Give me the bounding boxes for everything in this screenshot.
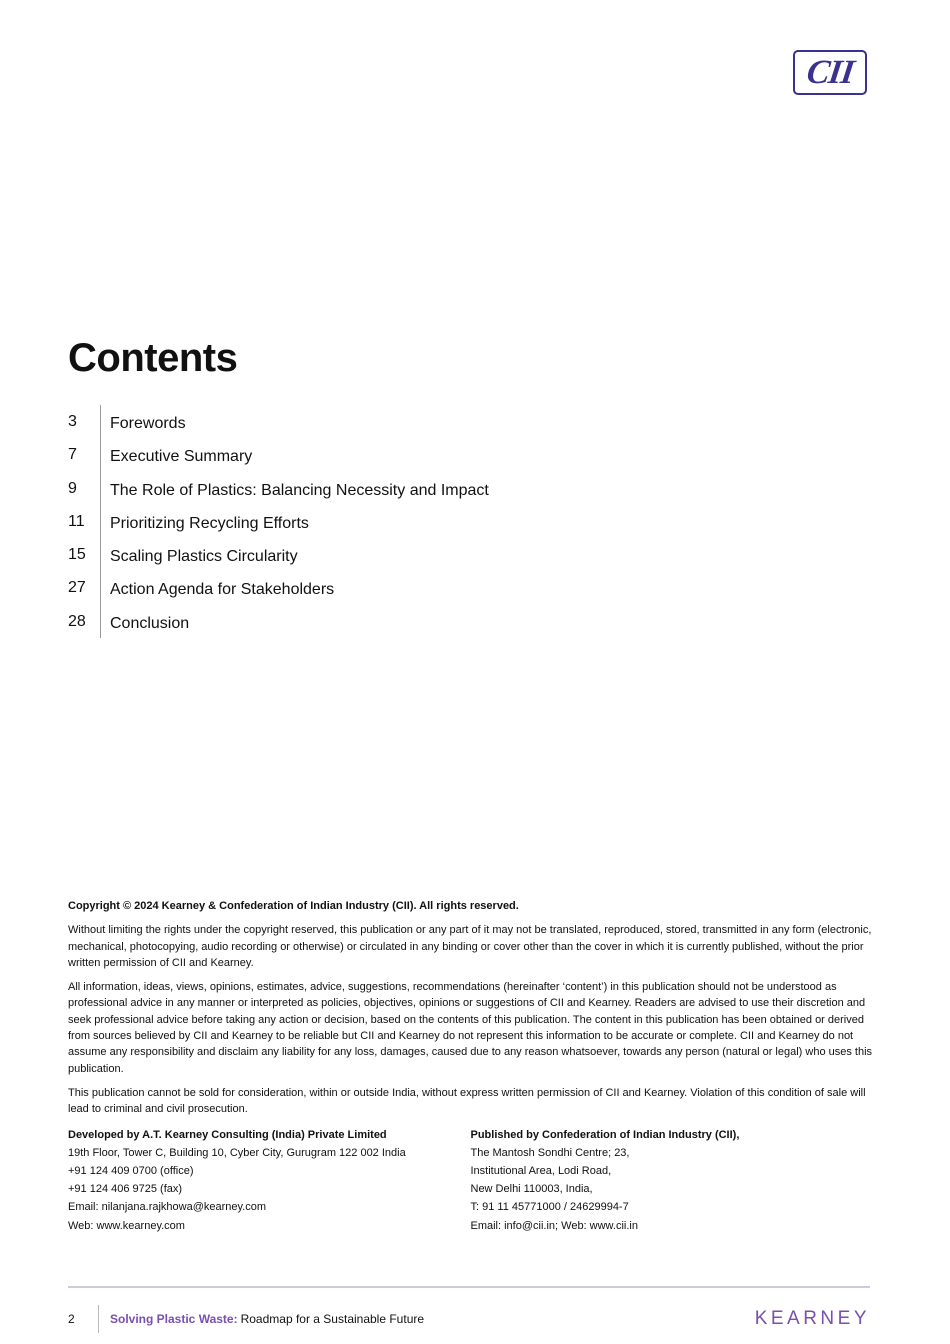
toc-page: 28 bbox=[68, 612, 86, 630]
toc-label: The Role of Plastics: Balancing Necessity and Impact bbox=[110, 481, 489, 499]
toc-label: Executive Summary bbox=[110, 448, 253, 466]
toc-page: 15 bbox=[68, 546, 86, 564]
cii-logo bbox=[793, 50, 867, 95]
toc-label: Forewords bbox=[110, 415, 186, 432]
developer-info bbox=[68, 1126, 471, 1235]
toc-entry[interactable] bbox=[68, 438, 489, 471]
footer-separator bbox=[98, 1305, 99, 1333]
page-number: 2 bbox=[68, 1312, 75, 1326]
toc-entry[interactable] bbox=[68, 405, 489, 438]
cii-logo-text: CII bbox=[804, 53, 856, 91]
publisher-line: The Mantosh Sondhi Centre; 23, bbox=[470, 1146, 630, 1159]
copyright-line: Copyright © 2024 Kearney & Confederation of Indian Industry (CII). All rights reserved. bbox=[68, 900, 519, 912]
toc-page: 3 bbox=[68, 413, 77, 430]
developer-heading: Developed by A.T. Kearney Consulting (India) Private Limited bbox=[68, 1128, 387, 1141]
table-of-contents bbox=[68, 405, 489, 638]
publisher-info bbox=[471, 1126, 874, 1235]
toc-page: 7 bbox=[68, 446, 77, 464]
legal-paragraph: This publication cannot be sold for consideration, within or outside India, without express written permission of CII and Kearney. Violation of this condition of sale will lead to criminal and civil prosecution. bbox=[68, 1086, 866, 1116]
toc-entry[interactable] bbox=[68, 505, 489, 538]
toc-label: Prioritizing Recycling Efforts bbox=[110, 514, 309, 532]
toc-label: Conclusion bbox=[110, 614, 190, 632]
toc-label: Scaling Plastics Circularity bbox=[110, 548, 298, 566]
toc-entry[interactable] bbox=[68, 538, 489, 571]
toc-entry[interactable] bbox=[68, 571, 489, 604]
developer-line: 19th Floor, Tower C, Building 10, Cyber City, Gurugram 122 002 India bbox=[68, 1146, 406, 1159]
legal-notice bbox=[68, 898, 873, 1235]
publisher-line: New Delhi 110003, India, bbox=[470, 1183, 593, 1196]
toc-page: 11 bbox=[68, 512, 85, 530]
toc-entry[interactable] bbox=[68, 472, 489, 505]
page-footer bbox=[68, 1304, 870, 1334]
toc-page: 9 bbox=[68, 479, 77, 497]
developer-email[interactable]: Email: nilanjana.rajkhowa@kearney.com bbox=[68, 1201, 267, 1214]
toc-label: Action Agenda for Stakeholders bbox=[110, 581, 335, 599]
toc-entry[interactable] bbox=[68, 605, 489, 638]
toc-page: 27 bbox=[68, 579, 86, 597]
publisher-contact[interactable]: Email: info@cii.in; Web: www.cii.in bbox=[470, 1219, 638, 1232]
footer-divider bbox=[68, 1286, 870, 1288]
developer-web[interactable]: Web: www.kearney.com bbox=[68, 1219, 185, 1232]
publisher-heading: Published by Confederation of Indian Industry (CII), bbox=[470, 1128, 740, 1141]
developer-line: +91 124 406 9725 (fax) bbox=[68, 1183, 183, 1196]
kearney-logo: KEARNEY bbox=[754, 1308, 870, 1329]
publisher-line: T: 91 11 45771000 / 24629994-7 bbox=[470, 1201, 629, 1214]
publisher-line: Institutional Area, Lodi Road, bbox=[470, 1164, 612, 1177]
legal-paragraph: All information, ideas, views, opinions, estimates, advice, suggestions, recommendations (hereinafter ‘content’) in this publication should not be understood as professional advice in any manner or interpreted as policies, objectives, opinions or suggestions of CII and Kearney. Readers are advised to use their discretion and seek professional advice before taking any action or decision, based on the contents of this publication. The content in this publication has been obtained or derived from sources believed by CII and Kearney to be reliable but CII and Kearney do not represent this information to be accurate or complete. CII and Kearney do not assume any responsibility and disclaim any liability for any loss, damages, caused due to any reason whatsoever, towards any person (natural or legal) who uses this publication. bbox=[68, 981, 873, 1075]
page-title: Contents bbox=[68, 336, 238, 380]
legal-paragraph: Without limiting the rights under the copyright reserved, this publication or any part of it may not be translated, reproduced, stored, transmitted in any form (electronic, mechanical, photocopying, audio recording or otherwise) or circulated in any binding or cover other than the cover in which it is currently published, without the prior written permission of CII and Kearney. bbox=[68, 924, 872, 969]
developer-line: +91 124 409 0700 (office) bbox=[68, 1164, 194, 1177]
report-subtitle: Roadmap for a Sustainable Future bbox=[240, 1312, 425, 1326]
report-title: Solving Plastic Waste: bbox=[110, 1312, 238, 1326]
